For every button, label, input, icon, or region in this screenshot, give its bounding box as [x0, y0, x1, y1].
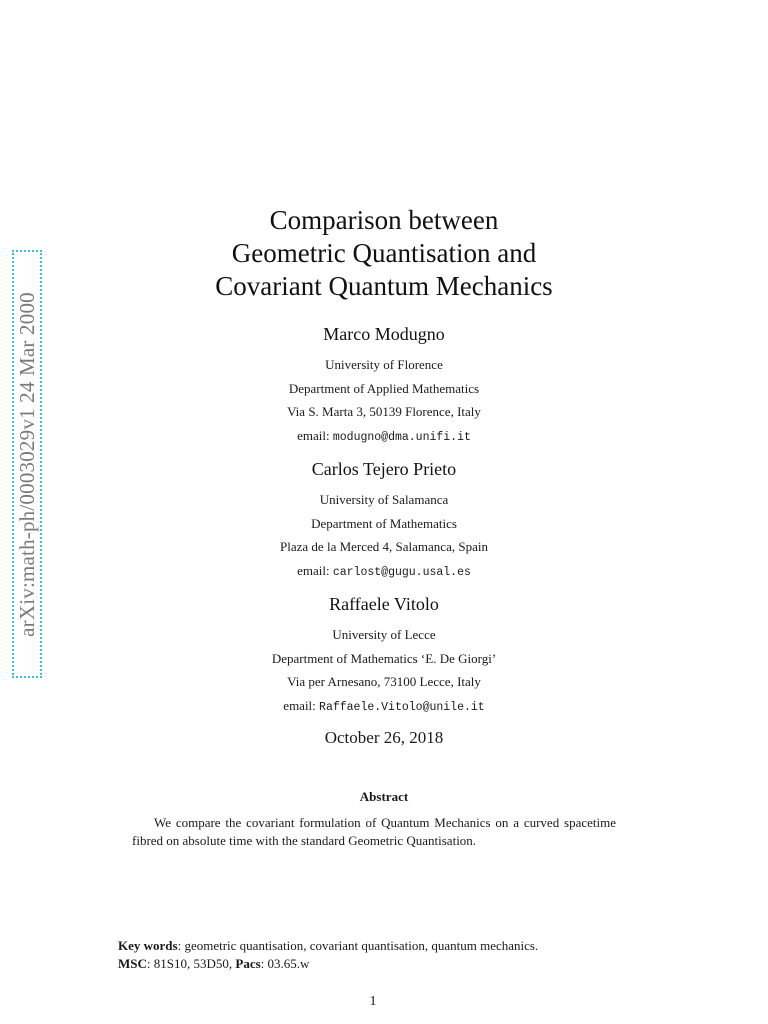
author-department: Department of Mathematics [311, 515, 457, 531]
author-university: University of Florence [325, 357, 443, 372]
author-email-line [0, 428, 768, 452]
author-address: Plaza de la Merced 4, Salamanca, Spain [280, 539, 488, 554]
title-line: Geometric Quantisation and [231, 238, 537, 268]
author-email-line [0, 563, 768, 587]
email-label: email: [297, 427, 330, 443]
page-number: 1 [369, 994, 377, 1009]
keywords-text: : geometric quantisation, covariant quantisation, quantum mechanics. [177, 938, 539, 953]
author-email[interactable]: modugno@dma.unifi.it [332, 430, 471, 444]
author-address: Via S. Marta 3, 50139 Florence, Italy [287, 404, 481, 419]
author-email-line [0, 698, 768, 722]
email-label: email: [297, 562, 330, 578]
author-block-vitolo [0, 594, 768, 721]
author-name: Carlos Tejero Prieto [311, 459, 457, 479]
classification-line [118, 955, 658, 973]
msc-label: MSC [118, 956, 147, 971]
author-name: Raffaele Vitolo [329, 594, 439, 614]
pacs-label: Pacs [235, 956, 261, 971]
title-line: Comparison between [269, 205, 499, 235]
author-department: Department of Mathematics ‘E. De Giorgi’ [271, 650, 497, 666]
author-name: Marco Modugno [323, 324, 445, 344]
paper-date: October 26, 2018 [324, 728, 444, 747]
author-address: Via per Arnesano, 73100 Lecce, Italy [287, 674, 481, 689]
abstract-heading: Abstract [359, 789, 409, 804]
keywords-line [118, 937, 658, 955]
author-university: University of Lecce [332, 627, 436, 642]
author-university: University of Salamanca [319, 492, 449, 507]
keywords-section [118, 937, 658, 973]
title-line: Covariant Quantum Mechanics [215, 271, 553, 301]
author-block-modugno [0, 324, 768, 451]
keywords-label: Key words [118, 938, 178, 953]
email-label: email: [283, 697, 316, 713]
author-email[interactable]: carlost@gugu.usal.es [332, 565, 471, 579]
pacs-text: : 03.65.w [260, 956, 310, 971]
paper-title [0, 204, 768, 303]
author-email[interactable]: Raffaele.Vitolo@unile.it [319, 700, 485, 714]
author-block-tejero-prieto [0, 459, 768, 586]
arxiv-identifier-text: arXiv:math-ph/0003029v1 24 Mar 2000 [14, 291, 39, 637]
abstract-text: We compare the covariant formulation of Quantum Mechanics on a curved spacetime fibred on absolute time with the standard Geometric Quantisation. [132, 815, 616, 848]
author-department: Department of Applied Mathematics [288, 380, 480, 396]
msc-text: : 81S10, 53D50, [146, 956, 236, 971]
